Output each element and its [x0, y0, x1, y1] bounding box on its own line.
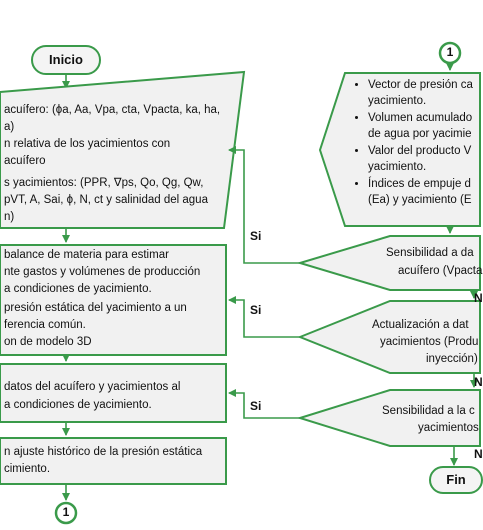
process2-line: datos del acuífero y yacimientos al: [4, 381, 181, 393]
decision2-line: Actualización a dat: [372, 319, 469, 331]
process3-line: n ajuste histórico de la presión estática: [4, 446, 203, 458]
decision-diamond-1: [300, 236, 483, 290]
decision1-line: Sensibilidad a da: [386, 247, 474, 259]
output-item: • Índices de empuje d (Ea) y yacimiento (E: [368, 177, 473, 208]
branch-label-yes: Si: [250, 399, 262, 413]
end-label: Fin: [446, 472, 466, 487]
input-line: a): [4, 121, 15, 133]
loop-decision2-to-process1: [229, 300, 300, 337]
process1-line: balance de materia para estimar: [4, 249, 169, 261]
input-line: n): [4, 211, 15, 223]
connector-left-label: 1: [62, 505, 70, 519]
process1-line: on de modelo 3D: [4, 336, 92, 348]
branch-label-no: N: [474, 291, 483, 305]
decision3-line: Sensibilidad a la c: [382, 405, 475, 417]
decision2-line: yacimientos (Produ: [380, 336, 479, 348]
input-line: acuífero: [4, 155, 46, 167]
process3-line: cimiento.: [4, 463, 51, 475]
output-list: [352, 78, 473, 210]
output-item: • Volumen acumulado de agua por yacimie: [368, 111, 473, 142]
input-line: s yacimientos: (PPR, ∇ps, Qo, Qg, Qw,: [4, 177, 204, 189]
connector-right-label: 1: [446, 45, 454, 59]
process1-line: ferencia común.: [4, 319, 86, 331]
decision3-line: yacimientos: [418, 422, 479, 434]
process1-line: nte gastos y volúmenes de producción: [4, 266, 201, 278]
loop-decision3-to-process2: [229, 393, 300, 418]
branch-label-yes: Si: [250, 229, 262, 243]
input-line: n relativa de los yacimientos con: [4, 138, 171, 150]
decision1-line: acuífero (Vpacta: [398, 265, 483, 277]
branch-label-no: N: [474, 447, 483, 461]
output-item: • Valor del producto V yacimiento.: [368, 144, 473, 175]
output-item: • Vector de presión ca yacimiento.: [368, 78, 473, 109]
branch-label-yes: Si: [250, 303, 262, 317]
process1-line: presión estática del yacimiento a un: [4, 302, 187, 314]
input-line: acuífero: (ϕa, Aa, Vpa, cta, Vpacta, ka, ha,: [4, 104, 221, 116]
start-label: Inicio: [49, 52, 83, 67]
process1-line: a condiciones de yacimiento.: [4, 283, 152, 295]
loop-decision1-to-input: [229, 150, 300, 263]
input-line: pVT, A, Sai, ϕ, N, ct y salinidad del agua: [4, 194, 208, 206]
process2-line: a condiciones de yacimiento.: [4, 399, 152, 411]
decision2-line: inyección): [426, 353, 478, 365]
branch-label-no: N: [474, 375, 483, 389]
